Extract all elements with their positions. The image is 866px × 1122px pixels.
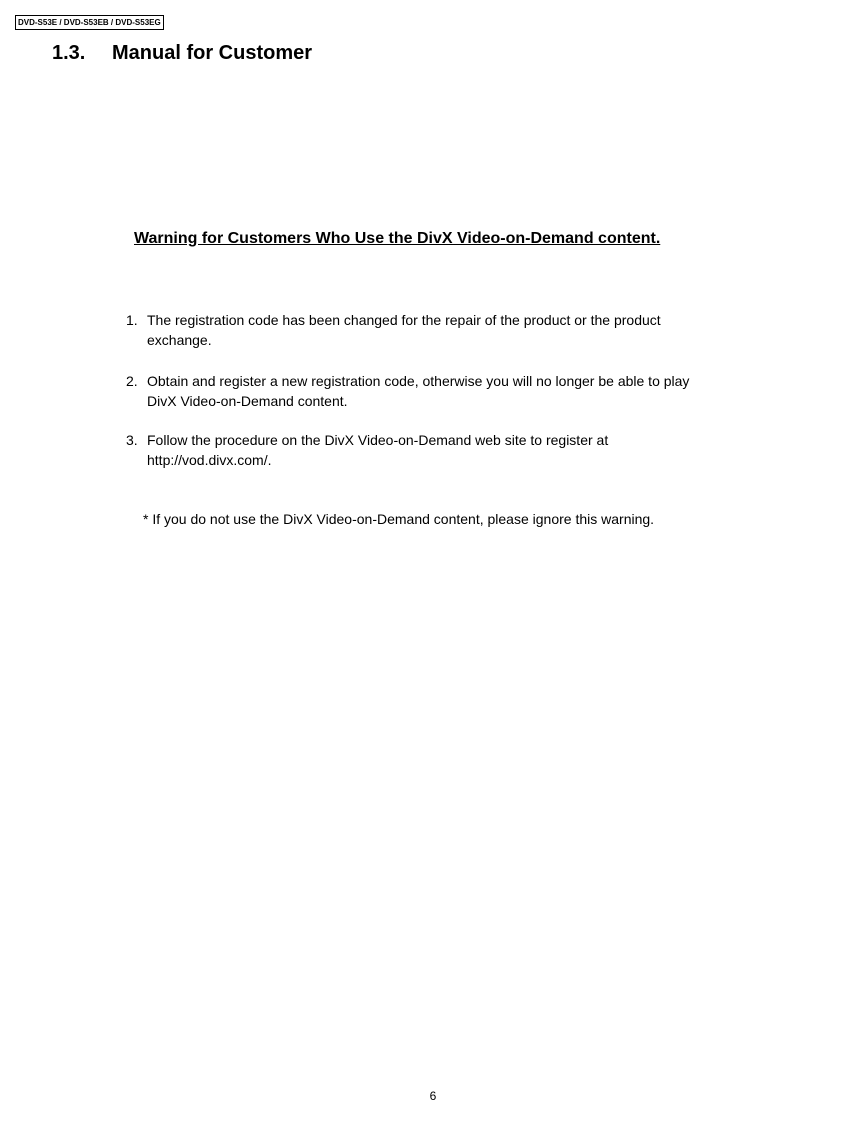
warning-item-text: Follow the procedure on the DivX Video-on-Demand web site to register at http://vod.divx.com/. bbox=[147, 432, 609, 468]
section-heading bbox=[52, 42, 312, 65]
warning-note: * If you do not use the DivX Video-on-Demand content, please ignore this warning. bbox=[143, 511, 655, 527]
warning-item-text: Obtain and register a new registration code, otherwise you will no longer be able to play DivX Video-on-Demand content. bbox=[147, 373, 690, 409]
warning-item-number: 3. bbox=[126, 432, 138, 448]
section-number: 1.3. bbox=[52, 42, 86, 64]
section-title: Manual for Customer bbox=[112, 42, 313, 64]
warning-item bbox=[126, 310, 706, 350]
model-number-label: DVD-S53E / DVD-S53EB / DVD-S53EG bbox=[15, 15, 164, 30]
page-number: 6 bbox=[429, 1089, 437, 1103]
warning-item-text: The registration code has been changed for the repair of the product or the product exchange. bbox=[147, 312, 661, 348]
warning-item bbox=[126, 430, 706, 470]
warning-title: Warning for Customers Who Use the DivX Video-on-Demand content. bbox=[134, 230, 661, 247]
warning-item bbox=[126, 371, 706, 411]
warning-item-number: 2. bbox=[126, 373, 138, 389]
warning-item-number: 1. bbox=[126, 312, 138, 328]
